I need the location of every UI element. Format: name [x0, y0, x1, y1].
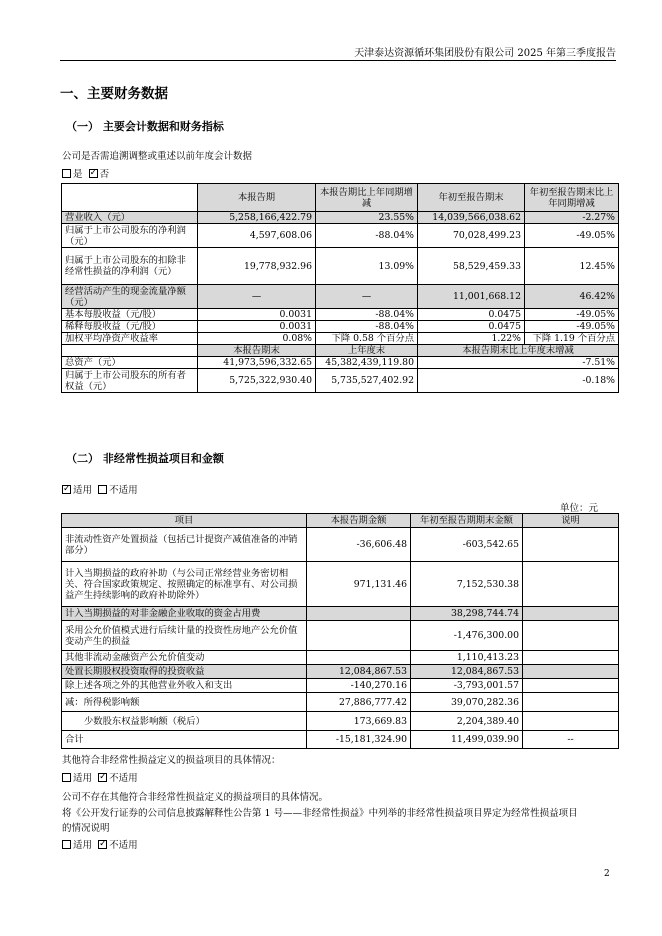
- cell: 0.0031: [198, 321, 316, 333]
- cell: 971,131.46: [307, 562, 411, 607]
- cell: 7,152,530.38: [411, 562, 523, 607]
- table-header-cell: 本报告期: [198, 184, 316, 212]
- header-divider: [60, 60, 616, 61]
- checkbox-no[interactable]: [89, 169, 98, 178]
- table-row: [62, 369, 619, 393]
- checkbox-apply[interactable]: [62, 485, 71, 494]
- table-header-cell: 本报告期末: [198, 345, 316, 357]
- table-row: [62, 528, 619, 562]
- cell: [307, 621, 411, 651]
- table-header-cell: [62, 184, 198, 212]
- table-subheader-row: [62, 345, 619, 357]
- cell: —: [316, 285, 418, 309]
- cell: -49.05%: [525, 224, 619, 248]
- other-items-options: [62, 770, 138, 784]
- table-row: [62, 321, 619, 333]
- row-label: 少数股东权益影响额（税后）: [62, 712, 307, 731]
- cell: 1,110,413.23: [411, 651, 523, 665]
- option-apply-label: 适用: [73, 485, 93, 496]
- cell: 下降 1.19 个百分点: [525, 333, 619, 345]
- cell: 19,778,932.96: [198, 248, 316, 285]
- cell: [307, 607, 411, 621]
- row-label: 归属于上市公司股东的净利润（元）: [62, 224, 198, 248]
- row-label: 计入当期损益的政府补助（与公司正常经营业务密切相关、符合国家政策规定、按照确定的标准享有、对公司损益产生持续影响的政府补助除外）: [62, 562, 307, 607]
- table-header-cell: 年初至报告期末: [418, 184, 525, 212]
- cell: [523, 651, 619, 665]
- cell: 12,084,867.53: [307, 665, 411, 679]
- table-header-cell: 年初至报告期期末金额: [411, 514, 523, 528]
- cell: [523, 528, 619, 562]
- row-label: 采用公允价值模式进行后续计量的投资性房地产公允价值变动产生的损益: [62, 621, 307, 651]
- table-header-cell: 说明: [523, 514, 619, 528]
- cell: 11,001,668.12: [418, 285, 525, 309]
- table-row: [62, 248, 619, 285]
- cell: 13.09%: [316, 248, 418, 285]
- cell: -36,606.48: [307, 528, 411, 562]
- non-recurring-items-table: [61, 513, 619, 749]
- cell: -49.05%: [525, 321, 619, 333]
- cell: -7.51%: [418, 357, 619, 369]
- checkbox-not-apply[interactable]: [98, 485, 107, 494]
- row-label: 归属于上市公司股东的所有者权益（元）: [62, 369, 198, 393]
- cell: -3,793,001.57: [411, 679, 523, 693]
- no-other-items-statement: 公司不存在其他符合非经常性损益定义的损益项目的具体情况。: [62, 792, 329, 803]
- cell: [523, 679, 619, 693]
- cell: -88.04%: [316, 321, 418, 333]
- defined-items-options: [62, 837, 138, 851]
- option-no-label: 否: [99, 169, 110, 180]
- table-header-cell: 项目: [62, 514, 307, 528]
- table-header-cell: 本报告期金额: [307, 514, 411, 528]
- table-header-cell: [62, 345, 198, 357]
- table-row: [62, 607, 619, 621]
- cell: 70,028,499.23: [418, 224, 525, 248]
- cell: 4,597,608.06: [198, 224, 316, 248]
- cell: [523, 607, 619, 621]
- cell: 14,039,566,038.62: [418, 212, 525, 224]
- defined-items-note-line2: 的情况说明: [62, 823, 110, 834]
- cell: 5,258,166,422.79: [198, 212, 316, 224]
- row-label: 稀释每股收益（元/股）: [62, 321, 198, 333]
- cell: 5,725,322,930.40: [198, 369, 316, 393]
- cell: 0.0475: [418, 321, 525, 333]
- cell: 下降 0.58 个百分点: [316, 333, 418, 345]
- table-row: [62, 621, 619, 651]
- option-apply-label: 适用: [73, 840, 93, 851]
- cell: 27,886,777.42: [307, 693, 411, 712]
- row-label: 其他非流动金融资产公允价值变动: [62, 651, 307, 665]
- table-row: [62, 665, 619, 679]
- restate-question: 公司是否需追溯调整或重述以前年度会计数据: [62, 151, 253, 162]
- cell: -1,476,300.00: [411, 621, 523, 651]
- cell: 41,973,596,332.65: [198, 357, 316, 369]
- table-row: [62, 224, 619, 248]
- row-label: 营业收入（元）: [62, 212, 198, 224]
- page-number: 2: [604, 869, 610, 879]
- cell: 0.0031: [198, 309, 316, 321]
- cell: [523, 693, 619, 712]
- cell: 45,382,439,119.80: [316, 357, 418, 369]
- cell: 2,204,389.40: [411, 712, 523, 731]
- cell: -603,542.65: [411, 528, 523, 562]
- cell: 12.45%: [525, 248, 619, 285]
- table-header-row: [62, 514, 619, 528]
- restate-options: [62, 166, 109, 180]
- table-row: [62, 309, 619, 321]
- row-label: 除上述各项之外的其他营业外收入和支出: [62, 679, 307, 693]
- option-yes-label: 是: [73, 169, 83, 180]
- report-header: 天津泰达资源循环集团股份有限公司 2025 年第三季度报告: [354, 48, 616, 59]
- table-row: [62, 651, 619, 665]
- cell: 12,084,867.53: [411, 665, 523, 679]
- option-apply-label: 适用: [73, 773, 93, 784]
- table-row: [62, 679, 619, 693]
- cell: 46.42%: [525, 285, 619, 309]
- table-row: [62, 212, 619, 224]
- cell: -49.05%: [525, 309, 619, 321]
- cell: 23.55%: [316, 212, 418, 224]
- unit-label: 单位：元: [560, 503, 599, 514]
- cell: 0.0475: [418, 309, 525, 321]
- table-row: [62, 357, 619, 369]
- cell: [523, 562, 619, 607]
- cell: -140,270.16: [307, 679, 411, 693]
- section-title-main-financial-data: 一、主要财务数据: [60, 86, 168, 102]
- table-row: [62, 333, 619, 345]
- row-label: 非流动性资产处置损益（包括已计提资产减值准备的冲销部分）: [62, 528, 307, 562]
- row-label: 总资产（元）: [62, 357, 198, 369]
- table-row: [62, 712, 619, 731]
- table-header-cell: 本报告期比上年同期增减: [316, 184, 418, 212]
- cell: --: [523, 731, 619, 749]
- cell: -88.04%: [316, 309, 418, 321]
- option-na-label: 不适用: [109, 840, 138, 851]
- row-label: 合计: [62, 731, 307, 749]
- option-na-label: 不适用: [109, 773, 138, 784]
- row-label: 减：所得税影响额: [62, 693, 307, 712]
- cell: -2.27%: [525, 212, 619, 224]
- checkbox-defined-not-apply[interactable]: [98, 840, 107, 849]
- cell: -0.18%: [418, 369, 619, 393]
- table-header-row: [62, 184, 619, 212]
- cell: -15,181,324.90: [307, 731, 411, 749]
- row-label: 基本每股收益（元/股）: [62, 309, 198, 321]
- row-label: 处置长期股权投资取得的投资收益: [62, 665, 307, 679]
- cell: 11,499,039.90: [411, 731, 523, 749]
- checkbox-other-not-apply[interactable]: [98, 773, 107, 782]
- cell: 0.08%: [198, 333, 316, 345]
- table-row: [62, 693, 619, 712]
- cell: [307, 651, 411, 665]
- row-label: 加权平均净资产收益率: [62, 333, 198, 345]
- table-row-total: [62, 731, 619, 749]
- table-row: [62, 285, 619, 309]
- section-title-accounting-data: （一） 主要会计数据和财务指标: [66, 120, 224, 133]
- other-items-note: 其他符合非经常性损益定义的损益项目的具体情况：: [62, 755, 281, 766]
- row-label: 经营活动产生的现金流量净额（元）: [62, 285, 198, 309]
- cell: 38,298,744.74: [411, 607, 523, 621]
- cell: [523, 621, 619, 651]
- table-row: [62, 562, 619, 607]
- table-header-cell: 上年度末: [316, 345, 418, 357]
- table-header-cell: 年初至报告期末比上年同期增减: [525, 184, 619, 212]
- option-na-label: 不适用: [109, 485, 138, 496]
- apply-options: [62, 482, 138, 496]
- row-label: 计入当期损益的对非金融企业收取的资金占用费: [62, 607, 307, 621]
- checkbox-yes[interactable]: [62, 169, 71, 178]
- cell: -88.04%: [316, 224, 418, 248]
- defined-items-note-line1: 将《公开发行证券的公司信息披露解释性公告第 1 号——非经常性损益》中列举的非经常性损益项目界定为经常性损益项目: [62, 808, 578, 819]
- cell: 1.22%: [418, 333, 525, 345]
- cell: 173,669.83: [307, 712, 411, 731]
- cell: [523, 665, 619, 679]
- cell: 39,070,282.36: [411, 693, 523, 712]
- checkbox-defined-apply[interactable]: [62, 840, 71, 849]
- financial-indicators-table: [61, 183, 619, 393]
- table-header-cell: 本报告期末比上年度末增减: [418, 345, 619, 357]
- section-title-non-recurring: （二） 非经常性损益项目和金额: [66, 452, 224, 465]
- cell: —: [198, 285, 316, 309]
- cell: 5,735,527,402.92: [316, 369, 418, 393]
- cell: [523, 712, 619, 731]
- cell: 58,529,459.33: [418, 248, 525, 285]
- row-label: 归属于上市公司股东的扣除非经常性损益的净利润（元）: [62, 248, 198, 285]
- checkbox-other-apply[interactable]: [62, 773, 71, 782]
